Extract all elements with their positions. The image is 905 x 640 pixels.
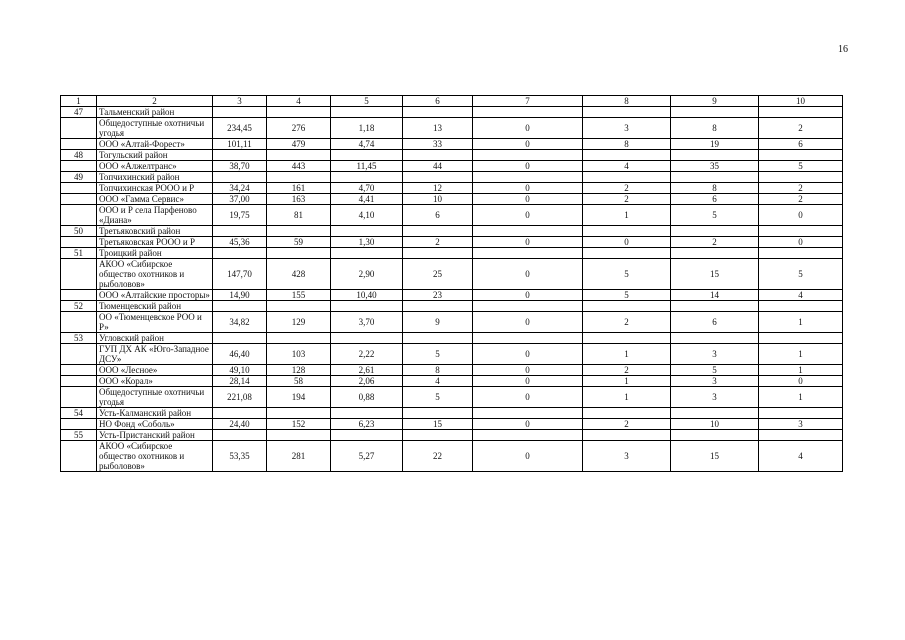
region-name: Тальменский район xyxy=(97,107,213,118)
organization-name: НО Фонд «Соболь» xyxy=(97,419,213,430)
empty-cell xyxy=(61,139,97,150)
empty-cell xyxy=(759,333,843,344)
value-cell: 0 xyxy=(473,205,583,226)
region-row xyxy=(61,107,843,118)
empty-cell xyxy=(473,248,583,259)
table-row xyxy=(61,118,843,139)
value-cell: 5 xyxy=(671,205,759,226)
value-cell: 19 xyxy=(671,139,759,150)
value-cell: 81 xyxy=(267,205,331,226)
value-cell: 3,70 xyxy=(331,312,403,333)
empty-cell xyxy=(61,376,97,387)
empty-cell xyxy=(267,301,331,312)
value-cell: 1,30 xyxy=(331,237,403,248)
value-cell: 4 xyxy=(583,161,671,172)
organization-name: ООО «Гамма Сервис» xyxy=(97,194,213,205)
value-cell: 0 xyxy=(473,259,583,290)
empty-cell xyxy=(61,205,97,226)
empty-cell xyxy=(403,333,473,344)
value-cell: 5 xyxy=(583,290,671,301)
value-cell: 12 xyxy=(403,183,473,194)
value-cell: 443 xyxy=(267,161,331,172)
empty-cell xyxy=(671,333,759,344)
value-cell: 194 xyxy=(267,387,331,408)
empty-cell xyxy=(671,248,759,259)
header-cell: 8 xyxy=(583,96,671,107)
value-cell: 23 xyxy=(403,290,473,301)
empty-cell xyxy=(759,248,843,259)
header-cell: 10 xyxy=(759,96,843,107)
value-cell: 0 xyxy=(473,290,583,301)
empty-cell xyxy=(61,194,97,205)
value-cell: 2,22 xyxy=(331,344,403,365)
empty-cell xyxy=(473,150,583,161)
organization-name: Общедоступные охотничьи угодья xyxy=(97,118,213,139)
value-cell: 479 xyxy=(267,139,331,150)
value-cell: 4,41 xyxy=(331,194,403,205)
value-cell: 6 xyxy=(759,139,843,150)
value-cell: 163 xyxy=(267,194,331,205)
empty-cell xyxy=(331,107,403,118)
value-cell: 34,82 xyxy=(213,312,267,333)
value-cell: 1 xyxy=(759,365,843,376)
empty-cell xyxy=(583,107,671,118)
empty-cell xyxy=(759,172,843,183)
empty-cell xyxy=(61,161,97,172)
value-cell: 0 xyxy=(473,441,583,472)
empty-cell xyxy=(61,312,97,333)
empty-cell xyxy=(213,150,267,161)
value-cell: 2 xyxy=(671,237,759,248)
organization-name: Общедоступные охотничьи угодья xyxy=(97,387,213,408)
value-cell: 103 xyxy=(267,344,331,365)
empty-cell xyxy=(331,150,403,161)
value-cell: 6 xyxy=(671,194,759,205)
value-cell: 33 xyxy=(403,139,473,150)
table-row xyxy=(61,161,843,172)
table-row xyxy=(61,237,843,248)
header-cell: 3 xyxy=(213,96,267,107)
empty-cell xyxy=(759,226,843,237)
table-row xyxy=(61,183,843,194)
value-cell: 3 xyxy=(671,387,759,408)
empty-cell xyxy=(473,172,583,183)
page-number: 16 xyxy=(838,44,848,55)
organization-name: АКОО «Сибирское общество охотников и рыболовов» xyxy=(97,259,213,290)
value-cell: 14 xyxy=(671,290,759,301)
value-cell: 5 xyxy=(759,259,843,290)
header-cell: 6 xyxy=(403,96,473,107)
value-cell: 58 xyxy=(267,376,331,387)
value-cell: 0 xyxy=(759,376,843,387)
region-name: Угловский район xyxy=(97,333,213,344)
value-cell: 44 xyxy=(403,161,473,172)
value-cell: 15 xyxy=(671,441,759,472)
empty-cell xyxy=(213,408,267,419)
region-name: Тогульский район xyxy=(97,150,213,161)
value-cell: 46,40 xyxy=(213,344,267,365)
value-cell: 281 xyxy=(267,441,331,472)
region-name: Третьяковский район xyxy=(97,226,213,237)
empty-cell xyxy=(61,259,97,290)
table-row xyxy=(61,419,843,430)
empty-cell xyxy=(61,237,97,248)
value-cell: 221,08 xyxy=(213,387,267,408)
value-cell: 34,24 xyxy=(213,183,267,194)
empty-cell xyxy=(403,430,473,441)
value-cell: 147,70 xyxy=(213,259,267,290)
table-row xyxy=(61,290,843,301)
value-cell: 1 xyxy=(759,344,843,365)
organization-name: ООО «Корал» xyxy=(97,376,213,387)
region-row xyxy=(61,408,843,419)
empty-cell xyxy=(61,183,97,194)
value-cell: 6 xyxy=(671,312,759,333)
value-cell: 2,61 xyxy=(331,365,403,376)
empty-cell xyxy=(583,301,671,312)
header-row xyxy=(61,96,843,107)
table-row xyxy=(61,194,843,205)
value-cell: 0 xyxy=(473,118,583,139)
value-cell: 19,75 xyxy=(213,205,267,226)
value-cell: 15 xyxy=(403,419,473,430)
header-cell: 5 xyxy=(331,96,403,107)
value-cell: 0 xyxy=(583,237,671,248)
region-row xyxy=(61,150,843,161)
value-cell: 4,10 xyxy=(331,205,403,226)
organization-name: ООО «Алтай-Форест» xyxy=(97,139,213,150)
empty-cell xyxy=(213,301,267,312)
value-cell: 0 xyxy=(473,387,583,408)
organization-name: Топчихинская РООО и Р xyxy=(97,183,213,194)
table-row xyxy=(61,259,843,290)
value-cell: 2,06 xyxy=(331,376,403,387)
table-row xyxy=(61,205,843,226)
empty-cell xyxy=(61,365,97,376)
value-cell: 0 xyxy=(473,419,583,430)
value-cell: 161 xyxy=(267,183,331,194)
table-body xyxy=(61,96,843,472)
value-cell: 37,00 xyxy=(213,194,267,205)
empty-cell xyxy=(331,248,403,259)
organization-name: ООО «Лесное» xyxy=(97,365,213,376)
organization-name: ООО «Алжелтранс» xyxy=(97,161,213,172)
region-row xyxy=(61,333,843,344)
empty-cell xyxy=(213,333,267,344)
value-cell: 1 xyxy=(583,344,671,365)
empty-cell xyxy=(671,301,759,312)
value-cell: 0 xyxy=(759,237,843,248)
value-cell: 1,18 xyxy=(331,118,403,139)
value-cell: 22 xyxy=(403,441,473,472)
region-name: Тюменцевский район xyxy=(97,301,213,312)
empty-cell xyxy=(267,430,331,441)
empty-cell xyxy=(671,150,759,161)
row-number: 48 xyxy=(61,150,97,161)
value-cell: 2 xyxy=(759,183,843,194)
value-cell: 2 xyxy=(583,312,671,333)
value-cell: 0,88 xyxy=(331,387,403,408)
empty-cell xyxy=(267,333,331,344)
value-cell: 8 xyxy=(671,118,759,139)
empty-cell xyxy=(213,248,267,259)
value-cell: 10 xyxy=(403,194,473,205)
value-cell: 49,10 xyxy=(213,365,267,376)
value-cell: 3 xyxy=(759,419,843,430)
empty-cell xyxy=(267,172,331,183)
header-cell: 9 xyxy=(671,96,759,107)
value-cell: 4 xyxy=(403,376,473,387)
empty-cell xyxy=(583,226,671,237)
empty-cell xyxy=(331,333,403,344)
row-number: 50 xyxy=(61,226,97,237)
empty-cell xyxy=(331,408,403,419)
value-cell: 10 xyxy=(671,419,759,430)
value-cell: 45,36 xyxy=(213,237,267,248)
value-cell: 2 xyxy=(759,118,843,139)
value-cell: 0 xyxy=(473,237,583,248)
value-cell: 2,90 xyxy=(331,259,403,290)
empty-cell xyxy=(267,226,331,237)
value-cell: 0 xyxy=(473,194,583,205)
value-cell: 1 xyxy=(583,387,671,408)
empty-cell xyxy=(267,107,331,118)
empty-cell xyxy=(403,248,473,259)
empty-cell xyxy=(759,408,843,419)
header-cell: 7 xyxy=(473,96,583,107)
value-cell: 5 xyxy=(583,259,671,290)
empty-cell xyxy=(759,107,843,118)
row-number: 51 xyxy=(61,248,97,259)
value-cell: 8 xyxy=(671,183,759,194)
empty-cell xyxy=(403,107,473,118)
value-cell: 5 xyxy=(403,344,473,365)
value-cell: 1 xyxy=(583,205,671,226)
value-cell: 11,45 xyxy=(331,161,403,172)
value-cell: 5 xyxy=(759,161,843,172)
empty-cell xyxy=(671,430,759,441)
organization-name: ГУП ДХ АК «Юго-Западное ДСУ» xyxy=(97,344,213,365)
value-cell: 2 xyxy=(583,419,671,430)
value-cell: 14,90 xyxy=(213,290,267,301)
empty-cell xyxy=(61,290,97,301)
row-number: 55 xyxy=(61,430,97,441)
header-cell: 2 xyxy=(97,96,213,107)
empty-cell xyxy=(583,248,671,259)
region-row xyxy=(61,226,843,237)
empty-cell xyxy=(267,408,331,419)
value-cell: 155 xyxy=(267,290,331,301)
empty-cell xyxy=(213,430,267,441)
value-cell: 13 xyxy=(403,118,473,139)
table-row xyxy=(61,312,843,333)
value-cell: 6 xyxy=(403,205,473,226)
value-cell: 15 xyxy=(671,259,759,290)
value-cell: 128 xyxy=(267,365,331,376)
empty-cell xyxy=(61,118,97,139)
empty-cell xyxy=(403,408,473,419)
value-cell: 3 xyxy=(583,118,671,139)
table-row xyxy=(61,376,843,387)
value-cell: 152 xyxy=(267,419,331,430)
empty-cell xyxy=(403,301,473,312)
value-cell: 2 xyxy=(583,183,671,194)
empty-cell xyxy=(403,150,473,161)
value-cell: 234,45 xyxy=(213,118,267,139)
value-cell: 59 xyxy=(267,237,331,248)
value-cell: 0 xyxy=(473,183,583,194)
value-cell: 1 xyxy=(759,387,843,408)
value-cell: 5 xyxy=(403,387,473,408)
value-cell: 0 xyxy=(473,365,583,376)
table-row xyxy=(61,387,843,408)
region-row xyxy=(61,248,843,259)
region-name: Усть-Калманский район xyxy=(97,408,213,419)
empty-cell xyxy=(331,226,403,237)
value-cell: 0 xyxy=(473,161,583,172)
empty-cell xyxy=(61,441,97,472)
empty-cell xyxy=(583,408,671,419)
value-cell: 8 xyxy=(403,365,473,376)
empty-cell xyxy=(671,226,759,237)
empty-cell xyxy=(267,248,331,259)
value-cell: 5 xyxy=(671,365,759,376)
value-cell: 6,23 xyxy=(331,419,403,430)
value-cell: 101,11 xyxy=(213,139,267,150)
row-number: 54 xyxy=(61,408,97,419)
empty-cell xyxy=(583,430,671,441)
table-row xyxy=(61,441,843,472)
value-cell: 4 xyxy=(759,290,843,301)
header-cell: 1 xyxy=(61,96,97,107)
value-cell: 0 xyxy=(473,376,583,387)
empty-cell xyxy=(331,172,403,183)
value-cell: 28,14 xyxy=(213,376,267,387)
value-cell: 8 xyxy=(583,139,671,150)
empty-cell xyxy=(473,333,583,344)
table-row xyxy=(61,365,843,376)
empty-cell xyxy=(267,150,331,161)
value-cell: 53,35 xyxy=(213,441,267,472)
value-cell: 1 xyxy=(583,376,671,387)
value-cell: 9 xyxy=(403,312,473,333)
region-row xyxy=(61,430,843,441)
organization-name: ООО «Алтайские просторы» xyxy=(97,290,213,301)
empty-cell xyxy=(583,172,671,183)
empty-cell xyxy=(671,107,759,118)
value-cell: 2 xyxy=(759,194,843,205)
value-cell: 0 xyxy=(473,139,583,150)
table-row xyxy=(61,344,843,365)
region-name: Топчихинский район xyxy=(97,172,213,183)
empty-cell xyxy=(759,301,843,312)
row-number: 52 xyxy=(61,301,97,312)
value-cell: 0 xyxy=(473,312,583,333)
empty-cell xyxy=(473,301,583,312)
empty-cell xyxy=(759,430,843,441)
region-name: Усть-Пристанский район xyxy=(97,430,213,441)
value-cell: 24,40 xyxy=(213,419,267,430)
table-row xyxy=(61,139,843,150)
region-name: Троицкий район xyxy=(97,248,213,259)
value-cell: 428 xyxy=(267,259,331,290)
empty-cell xyxy=(403,172,473,183)
empty-cell xyxy=(61,344,97,365)
empty-cell xyxy=(583,150,671,161)
region-row xyxy=(61,172,843,183)
value-cell: 3 xyxy=(583,441,671,472)
value-cell: 0 xyxy=(759,205,843,226)
value-cell: 2 xyxy=(403,237,473,248)
row-number: 47 xyxy=(61,107,97,118)
empty-cell xyxy=(583,333,671,344)
value-cell: 0 xyxy=(473,344,583,365)
value-cell: 3 xyxy=(671,344,759,365)
empty-cell xyxy=(331,430,403,441)
organization-name: Третьяковская РООО и Р xyxy=(97,237,213,248)
value-cell: 2 xyxy=(583,365,671,376)
empty-cell xyxy=(473,430,583,441)
value-cell: 4,70 xyxy=(331,183,403,194)
value-cell: 35 xyxy=(671,161,759,172)
empty-cell xyxy=(213,107,267,118)
empty-cell xyxy=(473,107,583,118)
empty-cell xyxy=(61,387,97,408)
value-cell: 3 xyxy=(671,376,759,387)
data-table xyxy=(60,95,843,472)
value-cell: 129 xyxy=(267,312,331,333)
organization-name: ООО и Р села Парфеново «Диана» xyxy=(97,205,213,226)
value-cell: 10,40 xyxy=(331,290,403,301)
value-cell: 276 xyxy=(267,118,331,139)
empty-cell xyxy=(213,172,267,183)
organization-name: АКОО «Сибирское общество охотников и рыболовов» xyxy=(97,441,213,472)
empty-cell xyxy=(671,408,759,419)
value-cell: 4 xyxy=(759,441,843,472)
empty-cell xyxy=(671,172,759,183)
region-row xyxy=(61,301,843,312)
value-cell: 38,70 xyxy=(213,161,267,172)
empty-cell xyxy=(331,301,403,312)
row-number: 53 xyxy=(61,333,97,344)
value-cell: 4,74 xyxy=(331,139,403,150)
value-cell: 1 xyxy=(759,312,843,333)
header-cell: 4 xyxy=(267,96,331,107)
value-cell: 5,27 xyxy=(331,441,403,472)
empty-cell xyxy=(759,150,843,161)
empty-cell xyxy=(403,226,473,237)
value-cell: 25 xyxy=(403,259,473,290)
empty-cell xyxy=(473,226,583,237)
value-cell: 2 xyxy=(583,194,671,205)
empty-cell xyxy=(213,226,267,237)
empty-cell xyxy=(61,419,97,430)
row-number: 49 xyxy=(61,172,97,183)
empty-cell xyxy=(473,408,583,419)
organization-name: ОО «Тюменцевское РОО и Р» xyxy=(97,312,213,333)
